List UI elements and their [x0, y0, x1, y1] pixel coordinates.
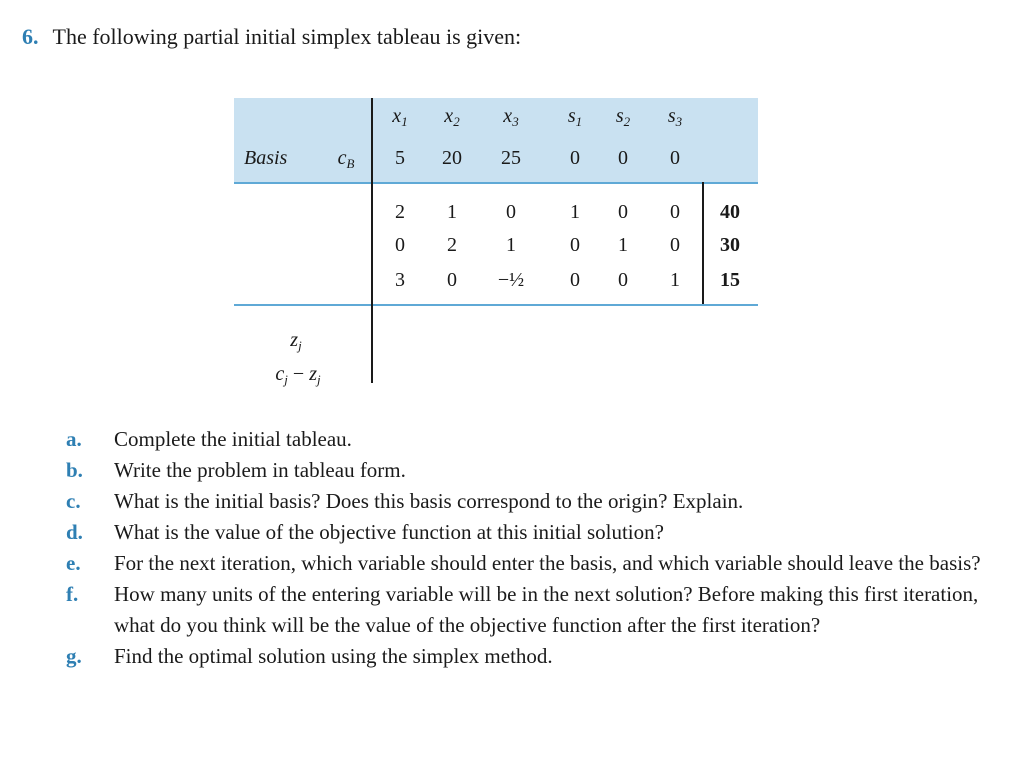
problem-number: 6.: [22, 24, 39, 49]
objective-coeff: 25: [501, 147, 521, 169]
question-text: Write the problem in tableau form.: [114, 458, 406, 482]
tableau-rule-bottom: [234, 304, 758, 306]
question-item: [66, 424, 996, 455]
tableau-cell: 2: [447, 234, 457, 256]
question-text: For the next iteration, which variable should enter the basis, and which variable should leave the basis?: [114, 551, 981, 575]
question-letter: g.: [66, 644, 82, 668]
tableau-cell: 0: [670, 201, 680, 223]
question-text: Complete the initial tableau.: [114, 427, 352, 451]
objective-coeff: 0: [570, 147, 580, 169]
question-item: [66, 486, 996, 517]
tableau-cell: −½: [497, 269, 525, 291]
tableau-cell: 0: [570, 269, 580, 291]
header-var-x3: $x_3$: [503, 105, 519, 129]
tableau-cell: 3: [395, 269, 405, 291]
tableau-rule-top: [234, 182, 758, 184]
header-var-s1: $s_1$: [567, 105, 583, 129]
question-list: [66, 424, 996, 672]
question-item: [66, 579, 996, 641]
question-item: [66, 641, 996, 672]
question-letter: a.: [66, 427, 82, 451]
question-item: [66, 517, 996, 548]
rhs-value: 15: [720, 269, 740, 291]
cj-minus-zj-label: $c_j - z_j$: [275, 363, 321, 387]
zj-label: $z_j$: [290, 329, 302, 353]
cb-label: $c_B$: [337, 147, 355, 171]
tableau-vrule-left: [371, 98, 373, 383]
rhs-value: 40: [720, 201, 740, 223]
question-text: How many units of the entering variable will be in the next solution? Before making this first iteration, what do you think will be the value of the objective function after the first iteration?: [114, 582, 979, 637]
tableau-cell: 2: [395, 201, 405, 223]
tableau-vrule-right: [702, 182, 704, 304]
tableau-cell: 0: [618, 269, 628, 291]
question-text: Find the optimal solution using the simplex method.: [114, 644, 553, 668]
tableau-cell: 1: [570, 201, 580, 223]
tableau-cell: 1: [670, 269, 680, 291]
basis-label: Basis: [244, 147, 288, 169]
header-var-s2: $s_2$: [615, 105, 631, 129]
header-var-x2: $x_2$: [444, 105, 460, 129]
question-letter: f.: [66, 582, 79, 606]
tableau-cell: 1: [447, 201, 457, 223]
objective-coeff: 20: [442, 147, 462, 169]
question-item: [66, 548, 996, 579]
question-letter: d.: [66, 520, 83, 544]
tableau-cell: 0: [395, 234, 405, 256]
tableau-cell: 0: [447, 269, 457, 291]
question-item: [66, 455, 996, 486]
question-text: What is the initial basis? Does this basis correspond to the origin? Explain.: [114, 489, 744, 513]
question-letter: c.: [66, 489, 81, 513]
tableau-cell: 0: [570, 234, 580, 256]
tableau-cell: 0: [618, 201, 628, 223]
question-text: What is the value of the objective function at this initial solution?: [114, 520, 664, 544]
question-letter: e.: [66, 551, 81, 575]
rhs-value: 30: [720, 234, 740, 256]
header-var-s3: $s_3$: [667, 105, 683, 129]
tableau-cell: 1: [506, 234, 516, 256]
question-letter: b.: [66, 458, 83, 482]
tableau-cell: 1: [618, 234, 628, 256]
header-var-x1: $x_1$: [392, 105, 408, 129]
objective-coeff: 0: [618, 147, 628, 169]
tableau-cell: 0: [670, 234, 680, 256]
tableau-cell: 0: [506, 201, 516, 223]
objective-coeff: 5: [395, 147, 405, 169]
objective-coeff: 0: [670, 147, 680, 169]
problem-statement: The following partial initial simplex tableau is given:: [52, 24, 522, 49]
